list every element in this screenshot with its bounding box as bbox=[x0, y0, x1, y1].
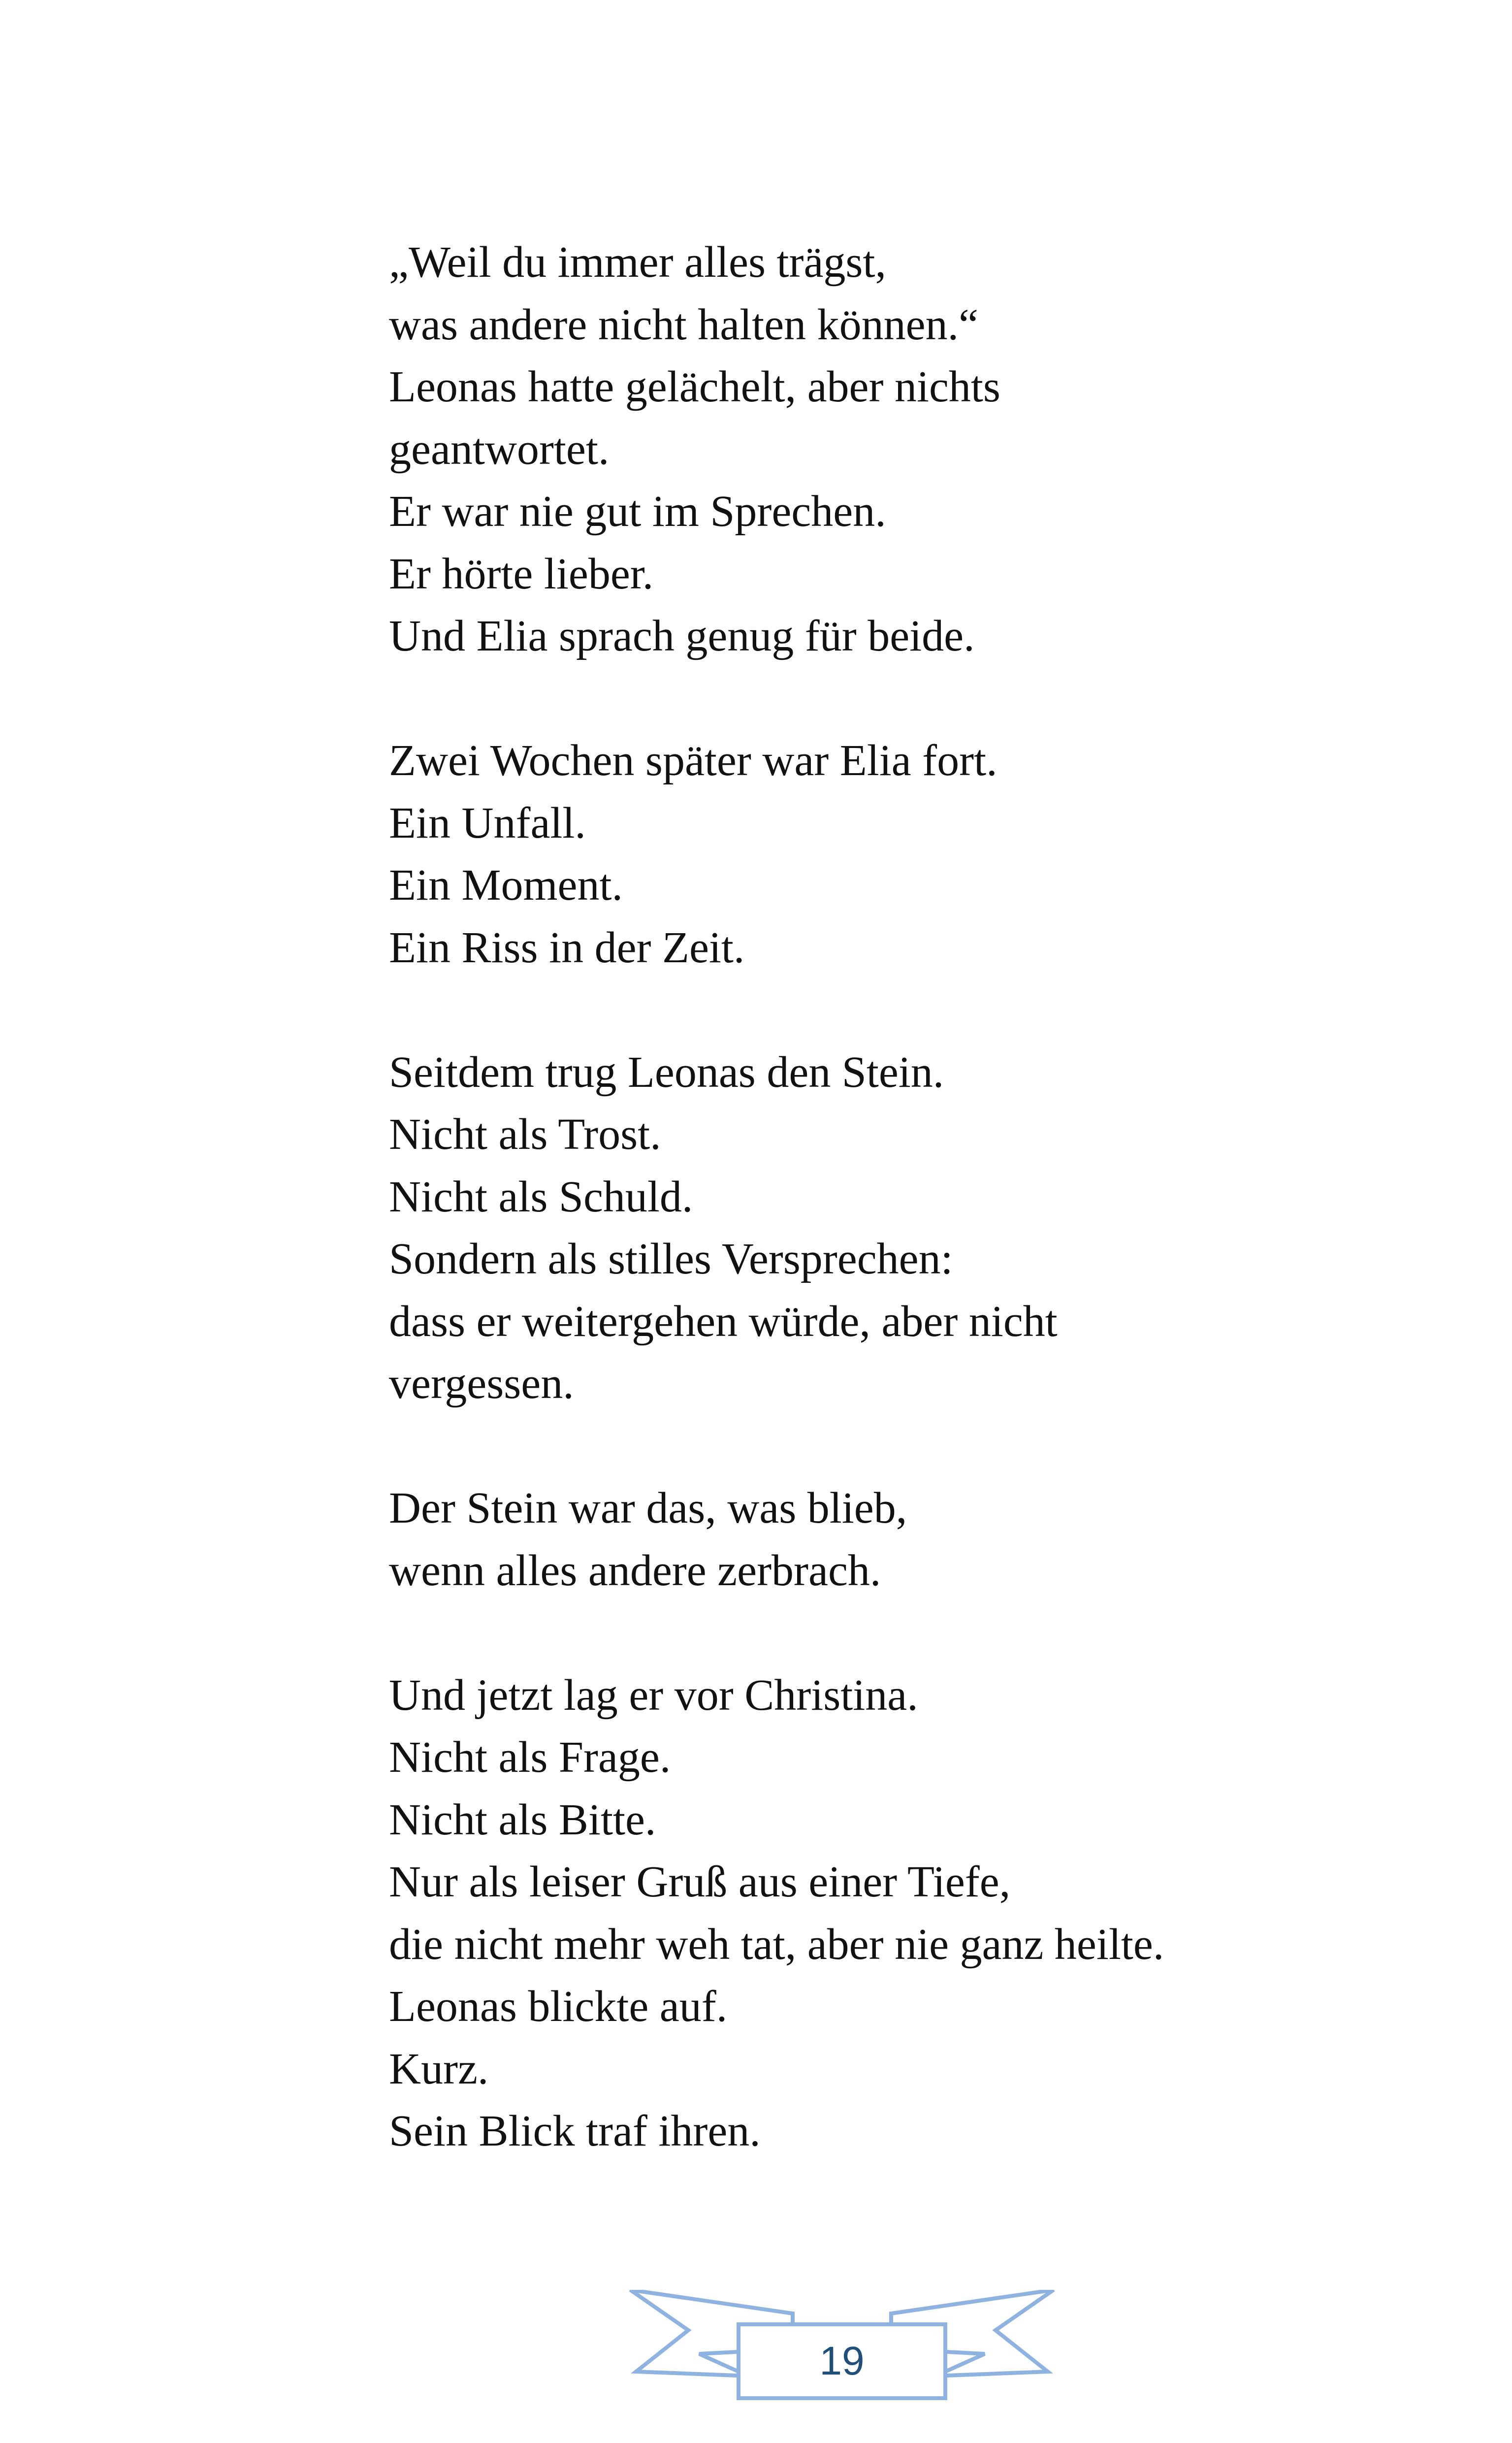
text-line: dass er weitergehen würde, aber nicht bbox=[389, 1297, 1058, 1346]
text-line: Nur als leiser Gruß aus einer Tiefe, bbox=[389, 1857, 1011, 1906]
text-line: Er war nie gut im Sprechen. bbox=[389, 487, 886, 536]
text-line: geantwortet. bbox=[389, 424, 610, 474]
page-number: 19 bbox=[819, 2339, 865, 2383]
stanza-5 bbox=[389, 1664, 1423, 2163]
stanza-3 bbox=[389, 1042, 1423, 1415]
text-line: Sondern als stilles Versprechen: bbox=[389, 1235, 953, 1283]
text-line: Sein Blick traf ihren. bbox=[389, 2107, 761, 2155]
text-line: Kurz. bbox=[389, 2044, 489, 2093]
text-line: Ein Riss in der Zeit. bbox=[389, 923, 745, 972]
page-body bbox=[389, 231, 1423, 2163]
text-line: Und jetzt lag er vor Christina. bbox=[389, 1670, 918, 1720]
text-line: Nicht als Bitte. bbox=[389, 1795, 656, 1844]
text-line: wenn alles andere zerbrach. bbox=[389, 1546, 881, 1595]
text-line: Ein Unfall. bbox=[389, 798, 586, 847]
page-number-banner bbox=[625, 2290, 1059, 2418]
text-line: Leonas hatte gelächelt, aber nichts bbox=[389, 362, 1000, 411]
text-line: Ein Moment. bbox=[389, 861, 623, 910]
text-line: Nicht als Trost. bbox=[389, 1110, 661, 1159]
stanza-2 bbox=[389, 730, 1423, 979]
text-line: Leonas blickte auf. bbox=[389, 1982, 728, 2031]
text-line: Seitdem trug Leonas den Stein. bbox=[389, 1047, 944, 1097]
text-line: „Weil du immer alles trägst, bbox=[389, 238, 886, 287]
text-line: was andere nicht halten können.“ bbox=[389, 300, 979, 349]
text-line: Nicht als Schuld. bbox=[389, 1172, 693, 1221]
text-line: die nicht mehr weh tat, aber nie ganz heilte. bbox=[389, 1920, 1164, 1969]
text-line: Er hörte lieber. bbox=[389, 549, 654, 598]
text-line: Der Stein war das, was blieb, bbox=[389, 1484, 907, 1532]
stanza-1 bbox=[389, 231, 1423, 668]
stanza-4 bbox=[389, 1477, 1423, 1602]
text-line: Und Elia sprach genug für beide. bbox=[389, 612, 975, 660]
text-line: Zwei Wochen später war Elia fort. bbox=[389, 736, 997, 785]
text-line: vergessen. bbox=[389, 1359, 574, 1408]
text-line: Nicht als Frage. bbox=[389, 1733, 671, 1782]
